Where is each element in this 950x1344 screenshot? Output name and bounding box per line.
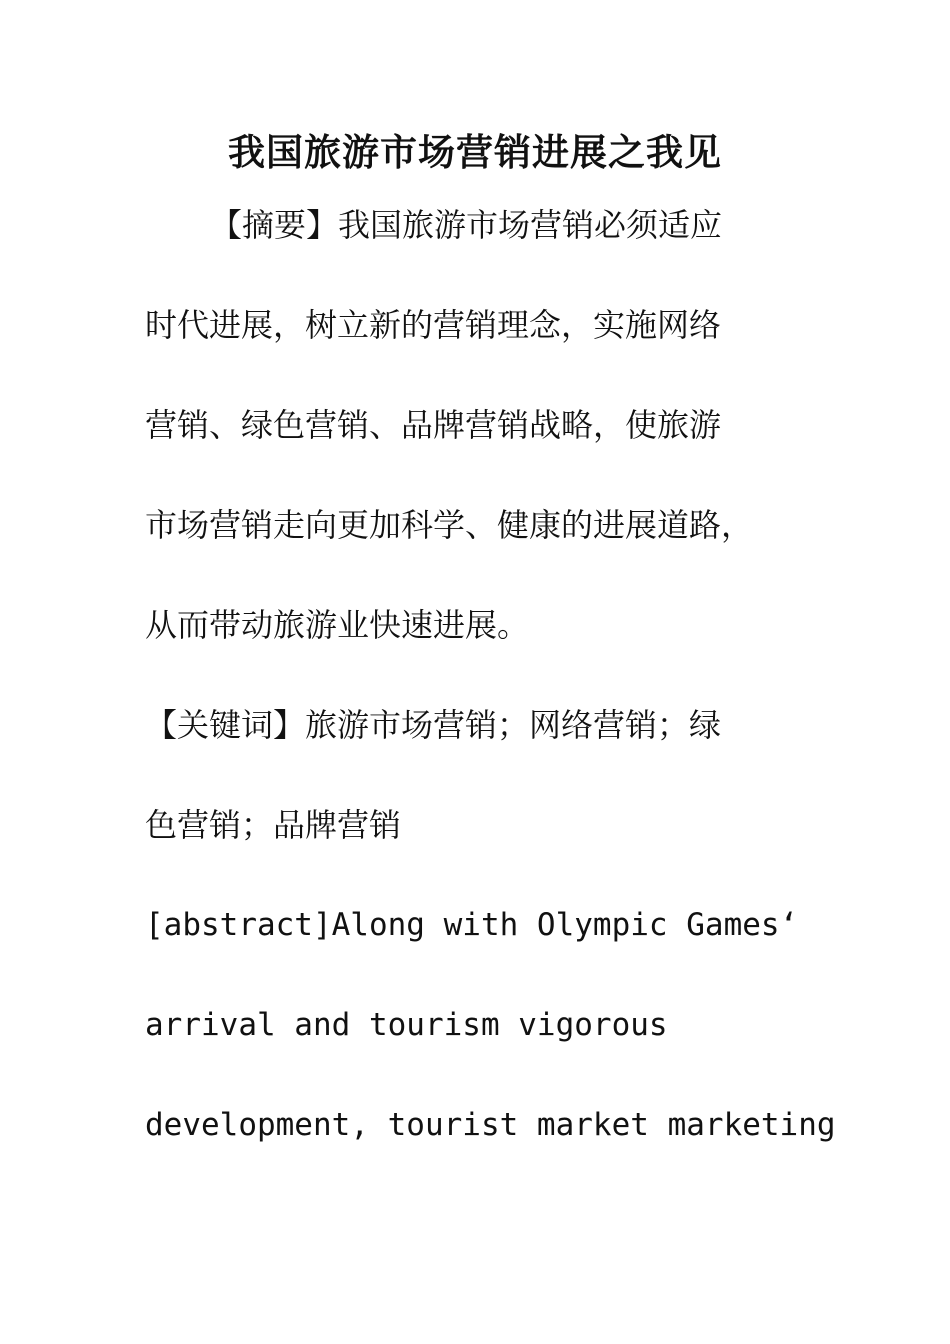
abstract-cn-line-5: 从而带动旅游业快速进展。 (145, 606, 530, 644)
document-title: 我国旅游市场营销进展之我见 (228, 130, 722, 174)
abstract-cn-line-4: 市场营销走向更加科学、健康的进展道路， (145, 506, 754, 544)
abstract-en-line-3: development, tourist market marketing (145, 1107, 836, 1143)
abstract-cn-line-1: 【摘要】我国旅游市场营销必须适应 (210, 206, 723, 244)
keywords-line-1: 【关键词】旅游市场营销；网络营销；绿 (145, 706, 722, 744)
abstract-cn-line-2: 时代进展，树立新的营销理念，实施网络 (145, 306, 722, 344)
abstract-en-line-1: [abstract]Along with Olympic Games‘ (145, 907, 799, 943)
abstract-cn-line-3: 营销、绿色营销、品牌营销战略，使旅游 (145, 406, 722, 444)
abstract-en-line-2: arrival and tourism vigorous (145, 1007, 668, 1043)
keywords-line-2: 色营销；品牌营销 (145, 806, 402, 844)
